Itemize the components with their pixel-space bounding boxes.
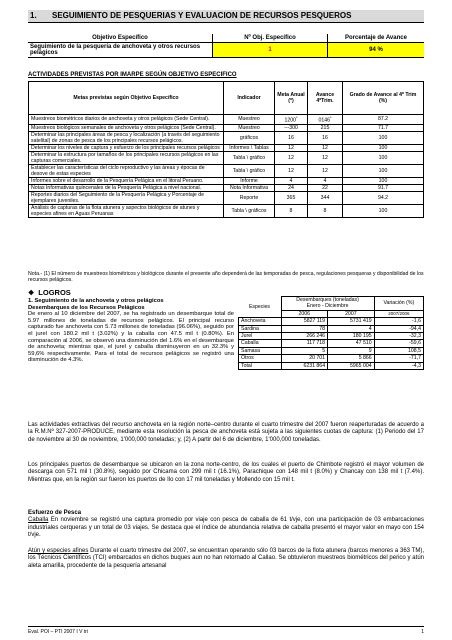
obj-header-name: Objetivo Específico [28,34,213,43]
landings-2007: 5731 419 [328,318,375,325]
section-title: SEGUIMIENTO DE PESQUERIAS Y EVALUACION DE RECURSOS PESQUEROS [52,11,352,20]
section-number: 1. [30,11,37,20]
activity-row [29,164,424,177]
activity-meta: Muestreos biométricos diarios de anchoveta y otros pelágicos (Sede Central). [29,115,224,125]
landings-year-2007: 2007 [328,310,375,317]
landings-2006: 20 701 [281,355,328,362]
landings-species: Caballa [239,340,282,347]
activity-progress: 12 [308,144,343,151]
logros-sub2: Desembarques de los Recursos Pelágicos [28,304,145,311]
page [28,0,424,640]
obj-header-pct: Porcentaje de Avance [328,34,425,43]
activity-meta: Establecer las características del ciclo reproductivo y las áreas y épocas de desove de estas especies [29,164,224,177]
landings-species: Samasa [239,347,282,354]
landings-variation: -4,3 [374,362,423,369]
activity-meta: Reportes diarios del Seguimiento de la Pesquería Pelágica y Porcentaje de ejemplares juveniles. [29,191,224,204]
activity-grade: 100 [343,204,424,217]
activity-progress: 215 [308,124,343,131]
landings-species: Jurel [239,333,282,340]
landings-2006: 5 [281,347,328,354]
activity-progress: 16 [308,131,343,144]
logros-heading: ❖ LOGROS [28,288,71,297]
activity-meta: Determinar los niveles de captura y esfuerzo de los principales recursos pelágicos [29,144,224,151]
activity-meta: Análisis de capturas de la flota atunera y aspectos biológicos de atunes y especies afines en Aguas Peruanas [29,204,224,217]
landings-header-var: Variación (%) [374,297,423,311]
landings-header-period: Enero - Diciembre [281,303,374,310]
activity-row [29,151,424,164]
activity-annual: 24 [275,184,308,191]
activity-row [29,184,424,191]
activity-annual: 12 [275,144,308,151]
landings-variation: 108,5 [374,347,423,354]
activity-meta: Determinar la estructura por tamaños de los principales recursos pelágicos en las capturas comerciales. [29,151,224,164]
activity-annual: ---300 [275,124,308,131]
activity-grade: 100 [343,151,424,164]
diamond-bullet-icon: ❖ [28,290,35,297]
activity-annual: 8 [275,204,308,217]
landings-2007: 5 866 [328,355,375,362]
obj-header-num: Nº Obj. Específico [213,34,328,43]
logros-sub1: 1. Seguimiento de la anchoveta y otros pelágicos [28,298,164,304]
landings-species: Sardina [239,325,282,332]
activity-annual: 4 [275,177,308,184]
objective-table [28,34,424,58]
landings-row [239,333,424,340]
act-header-indicator: Indicador [224,82,275,115]
landings-table [238,296,424,370]
paragraph-quotas: Las actividades extractivas del recurso anchoveta en la región norte–centro durante el cuarto trimestre del 2007 fueron reaperturadas de acuerdo a la R.M.Nº 327-2007-PRODUCE, mediante esta resolución la pesca de anchoveta está sujeta a las siguientes cuotas de captura: (1) Periodo del 17 de noviembre al 30 de noviembre, 1'000,000 toneladas; y, (2) A partir del 6 de diciembre, 1'000,000 toneladas. [28,422,424,443]
activity-grade: 91.7 [343,184,424,191]
landings-variation: -94,4 [374,325,423,332]
landings-row [239,325,424,332]
activities-table [28,81,424,218]
landings-variation: -32,3 [374,333,423,340]
activity-meta: Muestreos biológicos semanales de anchoveta y otros pelágicos (Sede Central). [29,124,224,131]
activity-meta: Notas Informativas quincenales de la Pesquería Pelágica a nivel nacional. [29,184,224,191]
table-note: Nota.- (1) El número de muestreos biométricos y biológicos durante el presente año dependerá de las temporadas de pesca, regulaciones pesqueras y disponibilidad de los recursos pelágicos. [28,271,424,284]
obj-name: Seguimiento de la pesquería de anchoveta y otros recursos pelágicos [28,43,213,58]
activity-indicator: Tabla \ gráficos [224,204,275,217]
activity-annual: 12 [275,164,308,177]
activity-grade: 94.2 [343,191,424,204]
activity-row [29,191,424,204]
landings-2007: 9 [328,347,375,354]
activity-annual: 12 [275,151,308,164]
landings-species: Otros [239,355,282,362]
landings-2007: 180 195 [328,333,375,340]
landings-2006: 78 [281,325,328,332]
landings-row [239,362,424,369]
logros-text [28,298,234,364]
landings-row [239,340,424,347]
activity-progress: 22 [308,184,343,191]
footer-left: Eval. POI – PTI 2007 I V tri [28,629,89,635]
landings-species: Total [239,362,282,369]
activity-progress: 8 [308,204,343,217]
activity-row [29,144,424,151]
activity-indicator: Tabla \ gráfico [224,164,275,177]
landings-year-2006: 2006 [281,310,328,317]
activity-annual: 16 [275,131,308,144]
section-title-bar [28,10,424,23]
page-number: 1 [421,629,424,635]
activity-grade: 100 [343,131,424,144]
obj-num: 1 [213,43,328,58]
landings-row [239,318,424,325]
esfuerzo-section [28,510,424,540]
landings-variation: -71,7 [374,355,423,362]
landings-2007: 47 510 [328,340,375,347]
logros-body: De enero al 10 diciembre del 2007, se ha registrado un desembarque total de 5.97 millones de toneladas de recursos pelágicos. El principal recurso capturado fue anchoveta con 5.73 millones de toneladas (96.06%), seguido por el jurel con 180.2 mil t (3.02%) y la caballa con 47.5 mil t (0.80%). En comparación al 2006, se observó una disminución del 1.6% en el desembarque de anchoveta; mientras que, el jurel y caballa disminuyeron en un 32.3% y 59,6% respectivamente. Para el total de recursos pelágicos se registró una disminución de 4.3%. [28,311,234,364]
landings-2006: 117 718 [281,340,328,347]
activity-progress: 4 [308,177,343,184]
activity-indicator: Muestreo [224,115,275,125]
paragraph-ports: Los principales puertos de desembarque se ubicaron en la zona norte-centro, de los cuales el puerto de Chimbote registró el mayor volumen de descarga con 571 mil t (30.8%), seguido por Chicama con 299 mil t (16.1%), Parachique con 148 mil t (8.0%) y Chancay con 138 mil t (7.4%). Mientras que, en la región sur fueron los puertos de Ilo con 17 mil toneladas y Mollendo con 15 mil t. [28,462,424,483]
activity-indicator: Informes \ Tablas [224,144,275,151]
activity-indicator: Reporte [224,191,275,204]
activity-indicator: Muestreo [224,124,275,131]
activity-grade: 100 [343,164,424,177]
atun-label: Atún y especies afines [28,548,89,554]
landings-2007: 5965 004 [328,362,375,369]
activity-annual: 1200* [275,115,308,125]
esfuerzo-heading: Esfuerzo de Pesca [28,510,82,516]
landings-row [239,347,424,354]
activity-grade: 100 [343,177,424,184]
activity-progress: 12 [308,151,343,164]
landings-2006: 5827 119 [281,318,328,325]
activity-row [29,131,424,144]
activity-progress: 344 [308,191,343,204]
activity-row [29,115,424,125]
activity-indicator: gráficos [224,131,275,144]
act-header-progress: Avance 4ºTrim. [308,82,343,115]
act-header-meta: Metas previstas según Objetivo Específico [29,82,224,115]
activity-indicator: Tabla \ gráfico [224,151,275,164]
activity-row [29,204,424,217]
atun-text: Durante el cuarto trimestre del 2007, se encuentran operando sólo 03 barcos de la flota atunera (barcos menores a 363 TM), los Técnicos Científicos (TCI) embarcados en dichos buques aun no han retornado al Callao. Se obtuvieron muestreos biométricos del perico y atún aleta amarilla, procedente de la pesquería artesanal [28,548,424,569]
activity-row [29,177,424,184]
activities-title: ACTIVIDADES PREVISTAS POR IMARPE SEGÚN OBJETIVO ESPECIFICO [28,72,237,78]
activity-meta: Determinar las principales áreas de pesca y localización (a través del seguimiento satelital) de zonas de pesca de los principales recursos pelágicos. [29,131,224,144]
landings-row [239,355,424,362]
activity-progress: 0146* [308,115,343,125]
landings-variation: -59,6 [374,340,423,347]
act-header-annual: Meta Anual (*) [275,82,308,115]
landings-2006: 266 246 [281,333,328,340]
atun-section [28,548,424,570]
act-header-grade: Grado de Avance al 4º Trim (%) [343,82,424,115]
esfuerzo-text: Caballa En noviembre se registró una captura promedio por viaje con pesca de caballa de 61 t/vje, con una participación de 03 embarcaciones industriales cerqueras y un total de 03 viajes. Se destaca que el índice de abundancia relativa de caballa presentó el mayor valor en mayo con 154 t/vje. [28,517,424,539]
landings-header-main: Desembarques (toneladas) [281,297,374,304]
activity-indicator: Informe [224,177,275,184]
landings-species: Anchoveta [239,318,282,325]
activity-grade: 71.7 [343,124,424,131]
activity-grade: 100 [343,144,424,151]
activity-meta: Informes sobre el desarrollo de la Pesquería Pelágica en el litoral Peruano. [29,177,224,184]
landings-header-species: Especies [248,303,271,310]
landings-variation: -1,6 [374,318,423,325]
activity-grade: 87.2 [343,115,424,125]
activity-row [29,124,424,131]
landings-2006: 6231 864 [281,362,328,369]
landings-2007: 4 [328,325,375,332]
activity-annual: 365 [275,191,308,204]
activity-indicator: Nota Informativa [224,184,275,191]
footer [28,626,424,635]
obj-pct: 94 % [328,43,425,58]
activity-progress: 12 [308,164,343,177]
landings-var-label: 2007/2006 [374,310,423,317]
